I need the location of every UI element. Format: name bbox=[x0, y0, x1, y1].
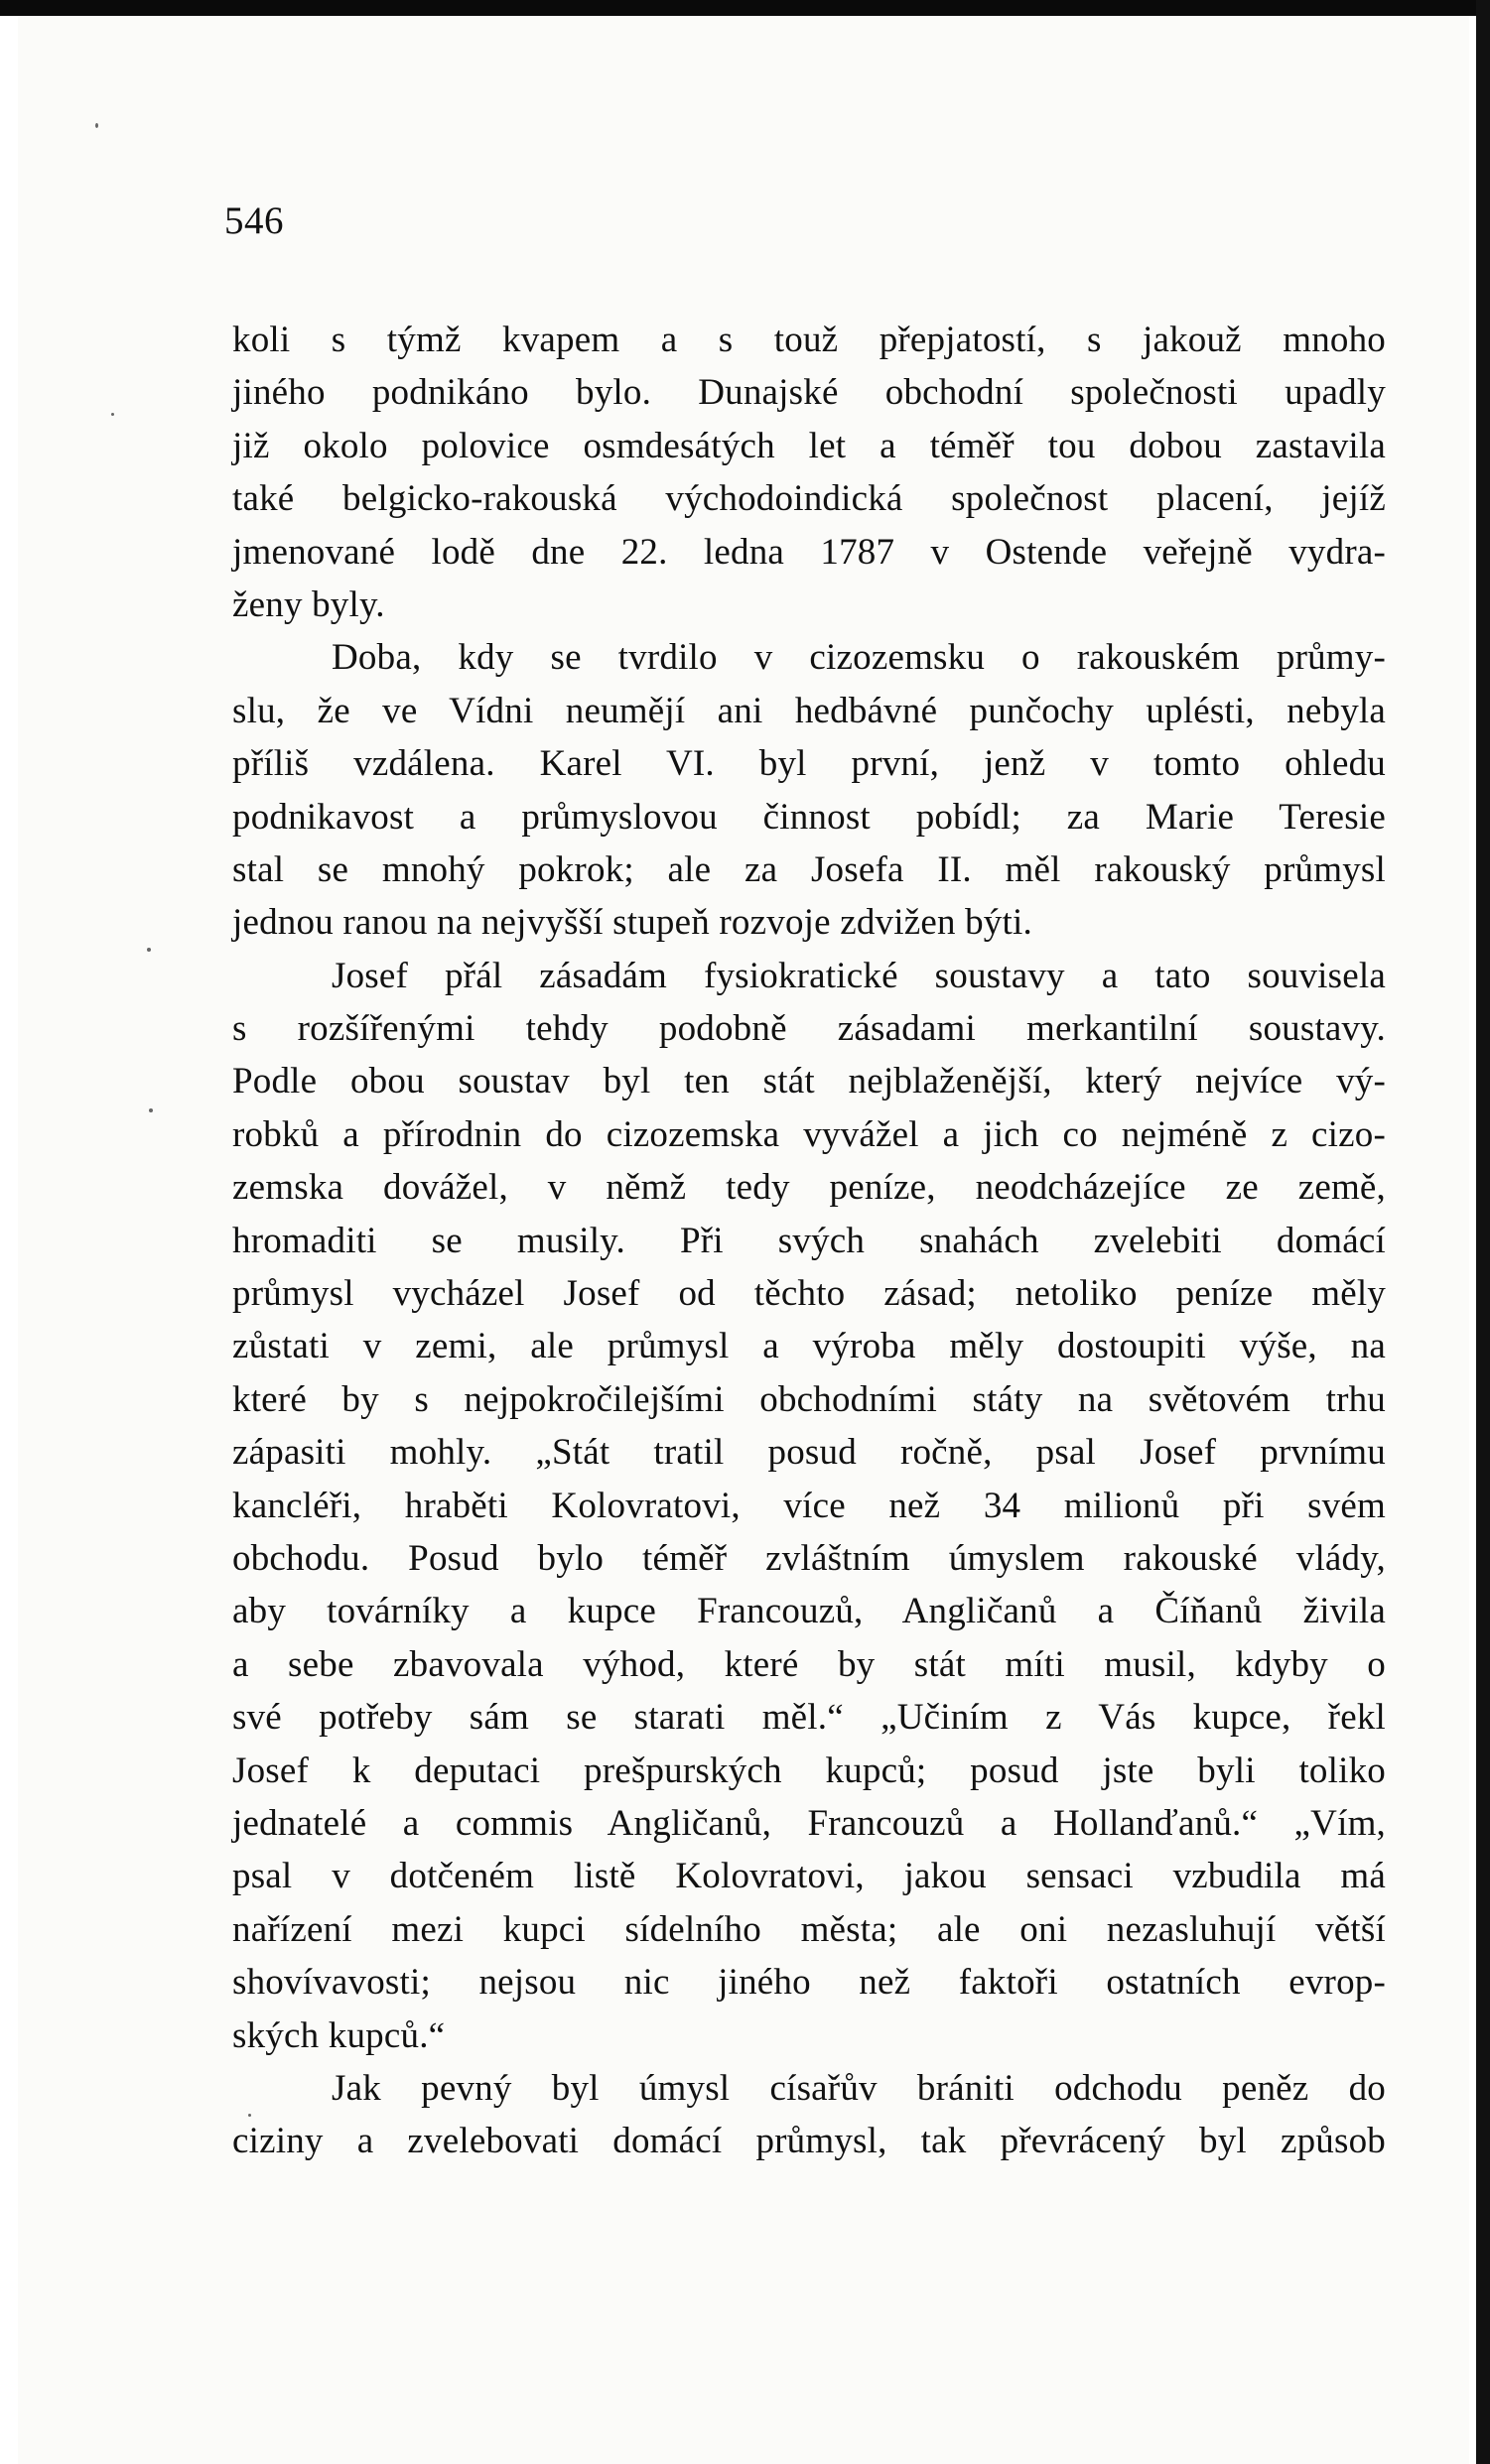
text-line: obchodu. Posud bylo téměř zvláštním úmyslem rakouské vlády, bbox=[232, 1537, 1386, 1579]
text-line: ženy byly. bbox=[232, 584, 385, 625]
text-line: shovívavosti; nejsou nic jiného než faktoři ostatních evrop- bbox=[232, 1962, 1386, 2004]
text-line: ských kupců.“ bbox=[232, 2014, 446, 2056]
text-line: Josef přál zásadám fysiokratické soustavy a tato souvisela bbox=[332, 955, 1386, 996]
scan-speck bbox=[111, 413, 114, 416]
text-line: příliš vzdálena. Karel VI. byl první, jenž v tomto ohledu bbox=[232, 743, 1386, 785]
page-number: 546 bbox=[224, 199, 284, 242]
text-line: podnikavost a průmyslovou činnost pobídl; za Marie Teresie bbox=[232, 796, 1386, 838]
text-line: zápasiti mohly. „Stát tratil posud ročně, psal Josef prvnímu bbox=[232, 1432, 1386, 1474]
text-line: jiného podnikáno bylo. Dunajské obchodní společnosti upadly bbox=[232, 372, 1386, 414]
body-text bbox=[232, 314, 1386, 2168]
text-line: a sebe zbavovala výhod, které by stát míti musil, kdyby o bbox=[232, 1643, 1386, 1685]
text-line: také belgicko-rakouská východoindická společnost placení, jejíž bbox=[232, 478, 1386, 520]
text-line: nařízení mezi kupci sídelního města; ale oni nezasluhují větší bbox=[232, 1908, 1386, 1950]
text-line: Podle obou soustav byl ten stát nejblaženější, který nejvíce vý- bbox=[232, 1061, 1386, 1102]
text-line: kancléři, hraběti Kolovratovi, více než 34 milionů při svém bbox=[232, 1485, 1386, 1526]
text-line: své potřeby sám se starati měl.“ „Učiním z Vás kupce, řekl bbox=[232, 1697, 1386, 1739]
text-line: stal se mnohý pokrok; ale za Josefa II. měl rakouský průmysl bbox=[232, 848, 1386, 890]
text-line: Josef k deputaci prešpurských kupců; posud jste byli toliko bbox=[232, 1750, 1386, 1791]
text-line: již okolo polovice osmdesátých let a téměř tou dobou zastavila bbox=[232, 425, 1386, 466]
scan-right-border bbox=[1476, 0, 1490, 2464]
text-line: průmysl vycházel Josef od těchto zásad; netoliko peníze měly bbox=[232, 1273, 1386, 1315]
text-line: které by s nejpokročilejšími obchodními státy na světovém trhu bbox=[232, 1378, 1386, 1420]
text-line: Doba, kdy se tvrdilo v cizozemsku o rakouském průmy- bbox=[332, 637, 1386, 679]
text-line: jednatelé a commis Angličanů, Francouzů a Hollanďanů.“ „Vím, bbox=[232, 1802, 1386, 1844]
scan-speck bbox=[149, 1108, 153, 1112]
scan-speck bbox=[95, 123, 98, 128]
text-line: robků a přírodnin do cizozemska vyvážel a jich co nejméně z cizo- bbox=[232, 1113, 1386, 1155]
text-line: koli s týmž kvapem a s touž přepjatostí, s jakouž mnoho bbox=[232, 320, 1386, 360]
text-line: hromaditi se musily. Při svých snahách zvelebiti domácí bbox=[232, 1220, 1386, 1261]
text-line: Jak pevný byl úmysl císařův brániti odchodu peněz do bbox=[332, 2067, 1386, 2109]
text-line: s rozšířenými tehdy podobně zásadami merkantilní soustavy. bbox=[232, 1008, 1386, 1050]
text-line: slu, že ve Vídni neumějí ani hedbávné punčochy uplésti, nebyla bbox=[232, 690, 1386, 731]
scan-speck bbox=[147, 948, 151, 952]
text-line: jednou ranou na nejvyšší stupeň rozvoje zdvižen býti. bbox=[232, 902, 1032, 944]
scan-top-border bbox=[0, 0, 1490, 16]
text-line: psal v dotčeném listě Kolovratovi, jakou sensaci vzbudila má bbox=[232, 1856, 1386, 1897]
text-line: jmenované lodě dne 22. ledna 1787 v Ostende veřejně vydra- bbox=[232, 531, 1386, 573]
text-line: ciziny a zvelebovati domácí průmysl, tak převrácený byl způsob bbox=[232, 2121, 1386, 2162]
text-line: zůstati v zemi, ale průmysl a výroba měly dostoupiti výše, na bbox=[232, 1326, 1386, 1367]
text-line: zemska dovážel, v němž tedy peníze, neodcházejíce ze země, bbox=[232, 1167, 1386, 1209]
text-line: aby továrníky a kupce Francouzů, Angličanů a Číňanů živila bbox=[232, 1591, 1386, 1632]
